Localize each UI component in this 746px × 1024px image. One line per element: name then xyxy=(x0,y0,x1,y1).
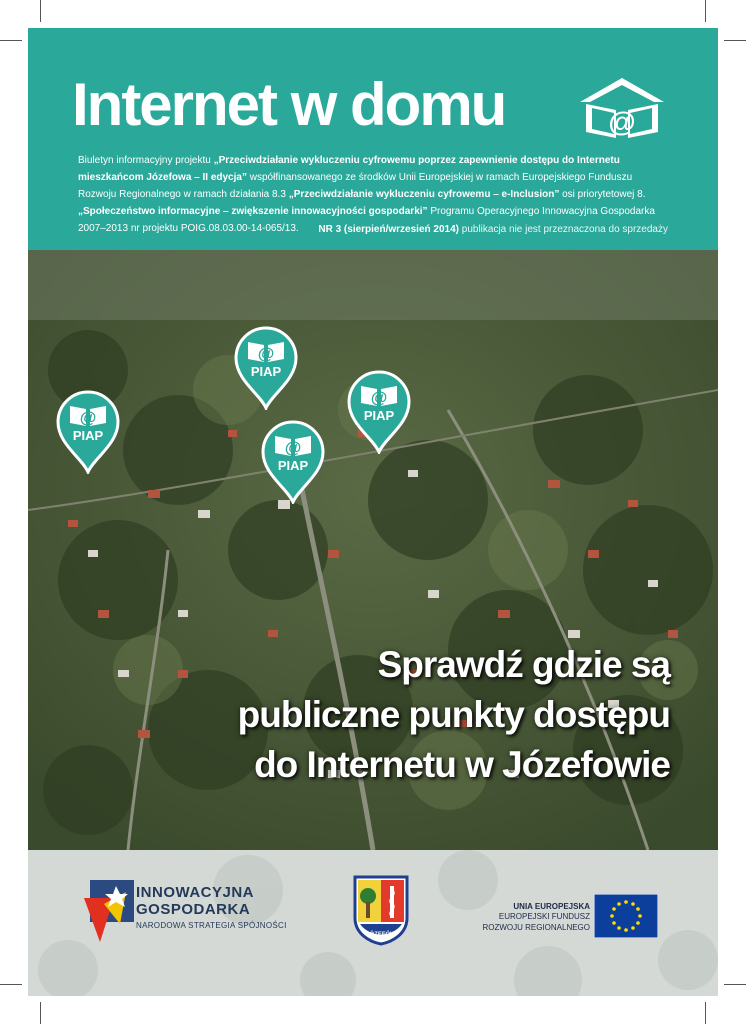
crop-mark xyxy=(705,0,706,22)
bulletin-text: osi priorytetowej 8. xyxy=(559,189,646,200)
svg-text:@: @ xyxy=(608,106,636,137)
piap-pin[interactable] xyxy=(230,324,302,410)
svg-text:@: @ xyxy=(257,344,275,363)
issue-number: NR 3 (sierpień/wrzesień 2014) xyxy=(318,224,459,235)
innowacyjna-gospodarka-logo-icon xyxy=(80,878,136,944)
eu-flag-icon xyxy=(594,894,658,938)
bulletin-axis-name: „Społeczeństwo informacyjne – zwiększenie innowacyjności gospodarki” xyxy=(78,206,428,217)
crop-mark xyxy=(40,0,41,22)
issue-info xyxy=(318,224,668,235)
ig-line: NARODOWA STRATEGIA SPÓJNOŚCI xyxy=(136,921,287,930)
bulletin-text: Programu Operacyjnego Innowacyjna Gospodarka 2007–2013 nr projektu POIG.08.03.00-14-065/13. xyxy=(78,206,655,234)
bulletin-measure-name: „Przeciwdziałanie wykluczeniu cyfrowemu – e-Inclusion” xyxy=(288,189,560,200)
cover-page xyxy=(28,28,718,996)
headline-line: Sprawdź gdzie są xyxy=(377,644,670,685)
eu-line: EUROPEJSKI FUNDUSZ xyxy=(498,912,590,921)
crop-mark xyxy=(705,1002,706,1024)
svg-text:@: @ xyxy=(79,408,97,427)
svg-text:@: @ xyxy=(284,438,302,457)
eu-fund-text xyxy=(472,902,590,933)
innowacyjna-gospodarka-text xyxy=(136,884,287,930)
eu-line: UNIA EUROPEJSKA xyxy=(513,902,590,911)
ig-line: GOSPODARKA xyxy=(136,901,251,918)
bulletin-text: Biuletyn informacyjny projektu xyxy=(78,155,214,166)
piap-pin[interactable] xyxy=(52,388,124,474)
headline-line: do Internetu w Józefowie xyxy=(254,744,670,785)
jozefow-crest-icon xyxy=(352,874,410,946)
pin-label: PIAP xyxy=(363,408,395,423)
pin-label: PIAP xyxy=(250,364,282,379)
cover-headline xyxy=(238,640,670,790)
pin-label: PIAP xyxy=(277,458,309,473)
headline-line: publiczne punkty dostępu xyxy=(237,694,670,735)
house-at-icon xyxy=(576,76,668,140)
crop-mark xyxy=(724,40,746,41)
crest-text: JÓZEFÓW xyxy=(366,932,396,938)
piap-pin[interactable] xyxy=(343,368,415,454)
pin-label: PIAP xyxy=(72,428,104,443)
header-band xyxy=(28,28,718,250)
eu-line: ROZWOJU REGIONALNEGO xyxy=(482,923,590,932)
ig-line: INNOWACYJNA xyxy=(136,884,255,901)
crop-mark xyxy=(0,40,22,41)
crop-mark xyxy=(0,984,22,985)
bulletin-text: współfinansowanego ze środków Unii Europejskiej w ramach Europejskiego Funduszu Rozwoju Regionalnego w ramach działania 8.3 xyxy=(78,172,633,200)
bulletin-project-name: „Przeciwdziałanie wykluczeniu cyfrowemu poprzez zapewnienie dostępu do Internetu mieszkańcom Józefowa – II edycja” xyxy=(78,155,620,183)
issue-note: publikacja nie jest przeznaczona do sprzedaży xyxy=(458,224,668,235)
footer-logos xyxy=(28,850,718,996)
magazine-title: Internet w domu xyxy=(72,71,506,138)
svg-text:@: @ xyxy=(370,388,388,407)
piap-pin[interactable] xyxy=(257,418,329,504)
crop-mark xyxy=(724,984,746,985)
crop-mark xyxy=(40,1002,41,1024)
